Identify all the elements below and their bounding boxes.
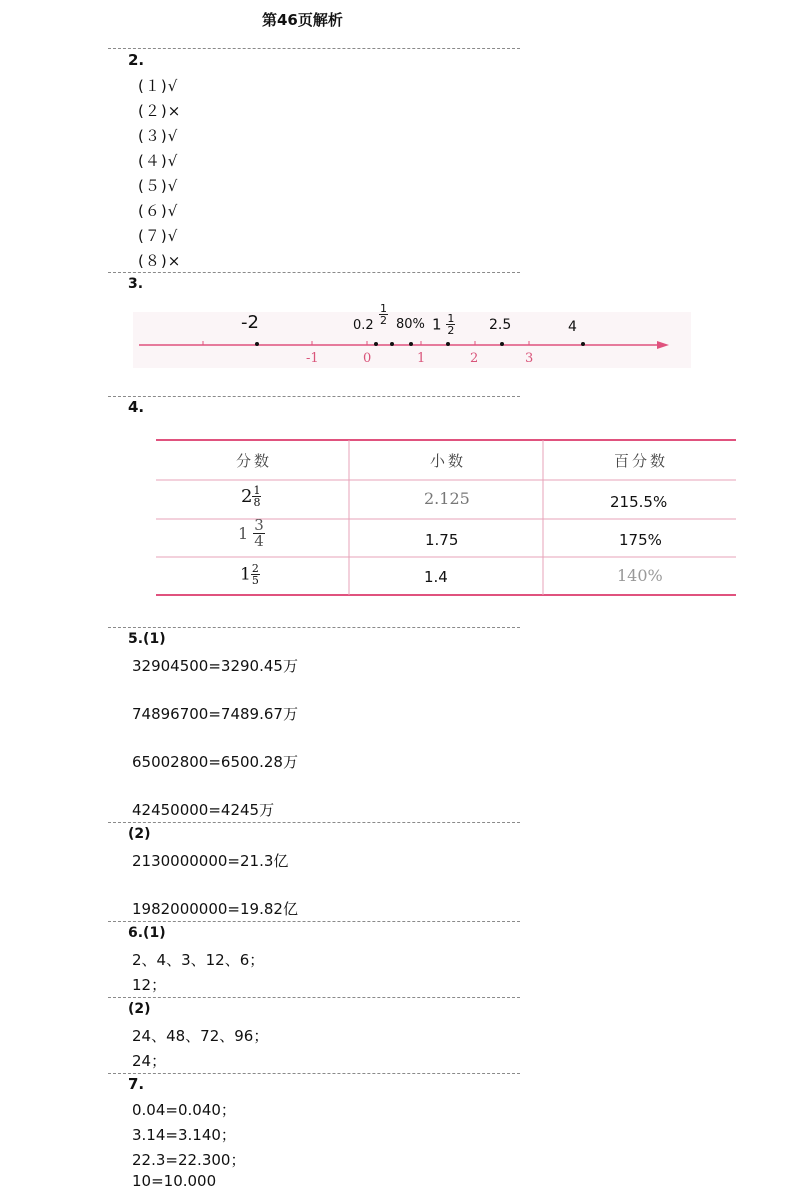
page-title: 第46页解析: [262, 11, 343, 29]
q5-1-line-4: 42450000=4245万: [132, 801, 275, 819]
label-1-and-half: [432, 313, 455, 336]
q7-line-2: 3.14=3.140；: [132, 1126, 236, 1144]
fraction-numerator: 2: [251, 562, 259, 575]
label-minus-2: -2: [241, 312, 259, 333]
row1-percent: 215.5%: [610, 493, 668, 511]
fraction-denominator: 5: [251, 574, 259, 587]
q6-1-line-1: 2、4、3、12、6；: [132, 951, 265, 969]
row3-fraction: [240, 563, 260, 586]
fraction-denominator: 4: [254, 532, 264, 550]
q2-answer-4: (４)√: [138, 152, 179, 170]
point-4: [581, 342, 585, 346]
label-half: [379, 303, 388, 326]
fraction-numerator: 3: [254, 516, 264, 534]
question-5-part-2: (2): [128, 826, 151, 842]
tick-label-2: 2: [470, 351, 479, 366]
mixed-whole: 2: [241, 486, 253, 507]
divider: [108, 997, 520, 998]
q2-answer-3: (３)√: [138, 127, 179, 145]
question-6-part-2: (2): [128, 1001, 151, 1017]
label-4: 4: [568, 319, 577, 335]
row3-percent: 140%: [617, 566, 663, 585]
mixed-whole: 1: [238, 524, 249, 543]
q5-1-line-3: 65002800=6500.28万: [132, 753, 298, 771]
fraction-numerator: 1: [380, 302, 387, 315]
tick-label-3: 3: [525, 351, 534, 366]
fraction-denominator: 2: [447, 324, 455, 337]
point-minus-2: [255, 342, 259, 346]
point-80-percent: [409, 342, 413, 346]
label-2-5: 2.5: [489, 317, 512, 333]
fraction-denominator: 2: [380, 314, 387, 327]
divider: [108, 272, 520, 273]
tick-label-0: 0: [363, 351, 372, 366]
point-half: [390, 342, 394, 346]
row2-fraction: [238, 518, 265, 549]
tick-label-1: 1: [417, 351, 426, 366]
question-4-number: 4.: [128, 398, 145, 416]
point-0-2: [374, 342, 378, 346]
label-80-percent: 80%: [396, 317, 425, 332]
question-7-number: 7.: [128, 1075, 145, 1093]
point-2-5: [500, 342, 504, 346]
mixed-whole: 1: [240, 564, 251, 585]
row2-decimal: 1.75: [425, 531, 459, 549]
q7-line-4: 10=10.000: [132, 1172, 217, 1190]
q7-line-3: 22.3=22.300；: [132, 1151, 246, 1169]
divider: [108, 1073, 520, 1074]
label-0-2: 0.2: [353, 318, 374, 333]
q2-answer-7: (７)√: [138, 227, 179, 245]
q2-answer-2: (２)×: [138, 102, 182, 120]
arrow-right-icon: [657, 341, 669, 349]
q7-line-1: 0.04=0.040；: [132, 1101, 236, 1119]
fraction-numerator: 1: [253, 484, 261, 497]
row2-percent: 175%: [619, 531, 662, 549]
q6-1-line-2: 12；: [132, 976, 167, 994]
q2-answer-5: (５)√: [138, 177, 179, 195]
mixed-whole: 1: [432, 315, 442, 334]
question-3-number: 3.: [128, 276, 144, 292]
fraction-numerator: 1: [447, 312, 455, 325]
divider: [108, 396, 520, 397]
divider: [108, 822, 520, 823]
q5-1-line-1: 32904500=3290.45万: [132, 657, 298, 675]
question-5-number: 5.(1): [128, 631, 166, 647]
q2-answer-1: (１)√: [138, 77, 179, 95]
header-percent: 百分数: [614, 452, 669, 470]
row3-decimal: 1.4: [424, 568, 448, 586]
header-decimal: 小数: [430, 452, 467, 470]
divider: [108, 921, 520, 922]
q2-answer-8: (８)×: [138, 252, 182, 270]
question-6-number: 6.(1): [128, 925, 166, 941]
header-fraction: 分数: [236, 452, 273, 470]
q5-2-line-2: 1982000000=19.82亿: [132, 900, 298, 918]
q6-2-line-1: 24、48、72、96；: [132, 1027, 269, 1045]
question-2-number: 2.: [128, 51, 145, 69]
divider: [108, 48, 520, 49]
point-1-and-half: [446, 342, 450, 346]
divider: [108, 627, 520, 628]
q2-answer-6: (６)√: [138, 202, 179, 220]
tick-label-minus1: -1: [306, 351, 319, 366]
q6-2-line-2: 24；: [132, 1052, 167, 1070]
q5-2-line-1: 2130000000=21.3亿: [132, 852, 289, 870]
row1-fraction: [241, 485, 261, 508]
row1-decimal: 2.125: [424, 489, 470, 508]
q5-1-line-2: 74896700=7489.67万: [132, 705, 298, 723]
fraction-denominator: 8: [253, 496, 261, 509]
